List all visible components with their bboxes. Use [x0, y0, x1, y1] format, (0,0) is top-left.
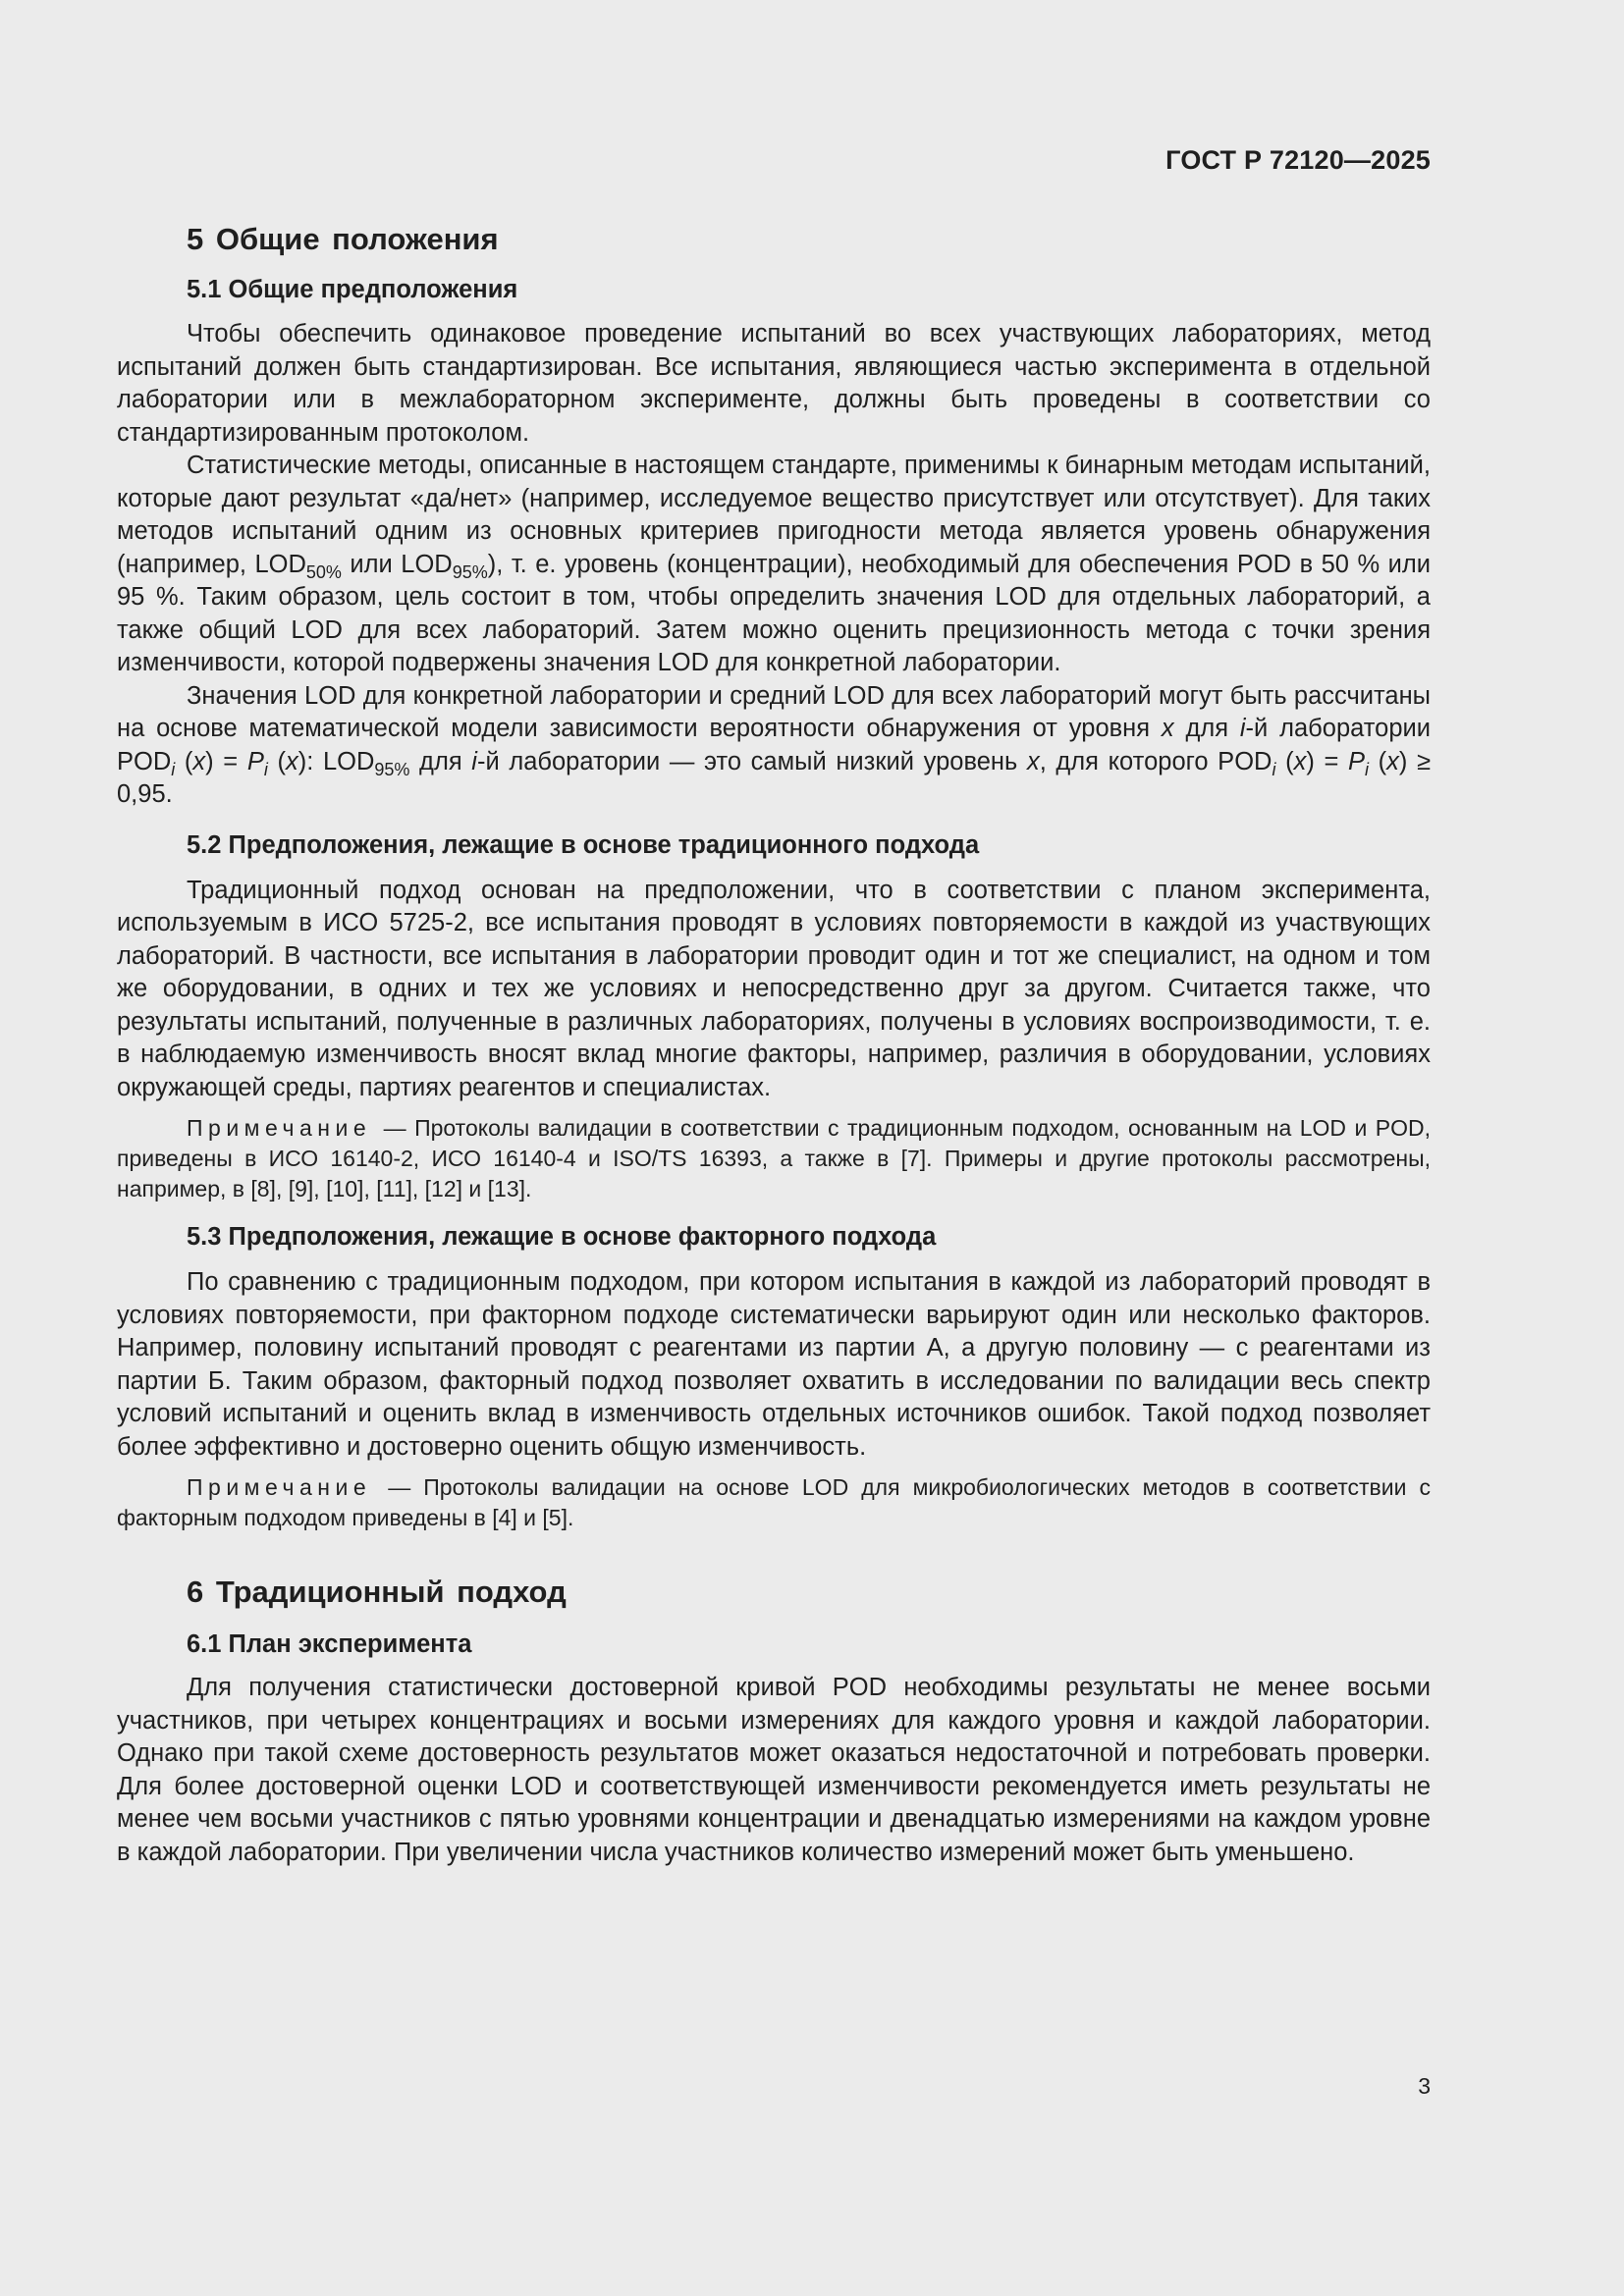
note-5-3: Примечание — Протоколы валидации на основе LOD для микробиологических методов в соответствии с факторным подходом приведены в [4] и [5]. [117, 1474, 1431, 1530]
subsection-5-2-title: 5.2 Предположения, лежащие в основе традиционного подхода [187, 830, 980, 859]
subsection-5-1-title: 5.1 Общие предположения [187, 276, 518, 303]
paragraph-5-1-2: Статистические методы, описанные в настоящем стандарте, применимы к бинарным методам испытаний, которые дают результат «да/нет» (например, исследуемое вещество присутствует или отсутствует). Для таких методов испытаний одним из основных критериев пригодности метода является уровень обнаружения (например, $LOD_{50\%}$ или $LOD_{95\%}$), т. е. уровень (концентрации), необходимый для обеспечения POD в 50 % или 95 %. Таким образом, цель состоит в том, чтобы определить значения LOD для отдельных лабораторий, а также общий LOD для всех лабораторий. Затем можно оценить прецизионность метода с точки зрения изменчивости, которой подвержены значения LOD для конкретной лаборатории. [117, 452, 1432, 676]
paragraph-6-1-1: Для получения статистически достоверной кривой POD необходимы результаты не менее восьми участников, при четырех концентрациях и восьми измерениях для каждого уровня и каждой лаборатории. Однако при такой схеме достоверность результатов может оказаться недостаточной и потребовать проверки. Для более достоверной оценки LOD и соответствующей изменчивости рекомендуется иметь результаты не менее чем восьми участников с пятью уровнями концентрации и двенадцатью измерениями на каждом уровне в каждой лаборатории. При увеличении числа участников количество измерений может быть уменьшено. [117, 1674, 1431, 1866]
note-5-2: Примечание — Протоколы валидации в соответствии с традиционным подходом, основанным на LOD и POD, приведены в ИСО 16140-2, ИСО 16140-4 и ISO/TS 16393, а также в [7]. Примеры и другие протоколы рассмотрены, например, в [8], [9], [10], [11], [12] и [13]. [117, 1115, 1431, 1201]
note-label: Примечание [187, 1115, 372, 1141]
paragraph-5-1-3: Значения LOD для конкретной лаборатории и средний LOD для всех лабораторий могут быть рассчитаны на основе математической модели зависимости вероятности обнаружения от уровня x для i-й лаборатории $POD_i$ $(x) = P_i$ (x): $LOD_{95\%}$ для i-й лаборатории — это самый низкий уровень x, для которого $POD_i$ $(x) = P_i$ (x) ≥ 0,95. [117, 681, 1432, 808]
subsection-6-1-title: 6.1 План эксперимента [187, 1630, 472, 1658]
paragraph-5-1-1: Чтобы обеспечить одинаковое проведение испытаний во всех участвующих лабораториях, метод испытаний должен быть стандартизирован. Все испытания, являющиеся частью эксперимента в отдельной лаборатории или в межлабораторном эксперименте, должны быть проведены в соответствии со стандартизированным протоколом. [117, 320, 1431, 447]
section-5-title: 5 Общие положения [187, 222, 499, 256]
document-body [117, 218, 1431, 1869]
paragraph-5-2-1: Традиционный подход основан на предположении, что в соответствии с планом эксперимента, используемым в ИСО 5725-2, все испытания проводят в условиях повторяемости в каждой из участвующих лабораторий. В частности, все испытания в лаборатории проводит один и тот же специалист, на одном и том же оборудовании, в одних и тех же условиях и непосредственно друг за другом. Считается также, что результаты испытаний, полученные в различных лабораториях, получены в условиях воспроизводимости, т. е. в наблюдаемую изменчивость вносят вклад многие факторы, например, различия в оборудовании, условиях окружающей среды, партиях реагентов и специалистах. [117, 876, 1431, 1101]
subsection-5-3-title: 5.3 Предположения, лежащие в основе факторного подхода [187, 1223, 937, 1251]
paragraph-5-3-1: По сравнению с традиционным подходом, при котором испытания в каждой из лабораторий проводят в условиях повторяемости, при факторном подходе систематически варьируют один или несколько факторов. Например, половину испытаний проводят с реагентами из партии А, а другую половину — с реагентами из партии Б. Таким образом, факторный подход позволяет охватить в исследовании по валидации весь спектр условий испытаний и оценить вклад в изменчивость отдельных источников ошибок. Такой подход позволяет более эффективно и достоверно оценить общую изменчивость. [117, 1268, 1431, 1461]
section-6-title: 6 Традиционный подход [187, 1575, 567, 1609]
document-code: ГОСТ Р 72120—2025 [1165, 145, 1431, 175]
note-label: Примечание [187, 1474, 372, 1500]
page-number: 3 [1418, 2073, 1431, 2099]
